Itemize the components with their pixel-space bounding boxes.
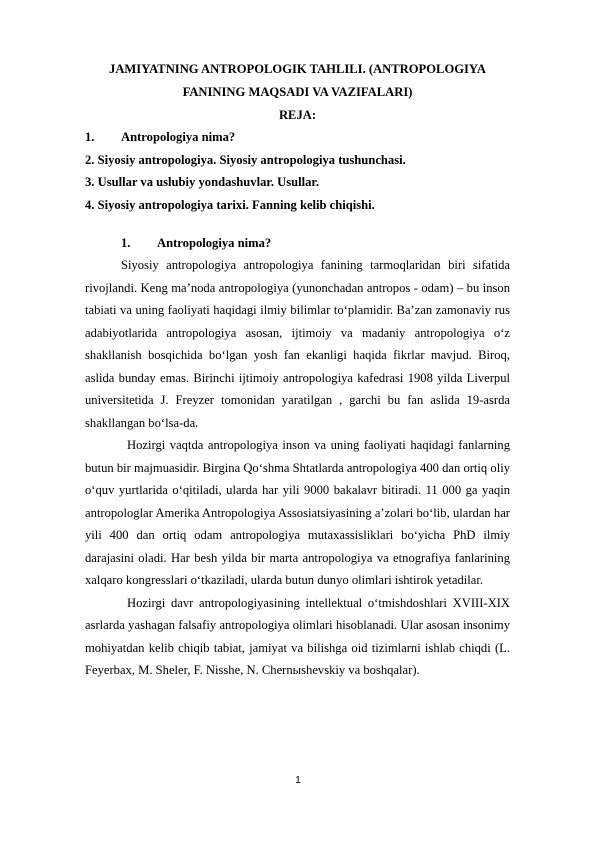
plan-item-3: 3. Usullar va uslubiy yondashuvlar. Usullar. [85,175,320,189]
section-number: 1. [121,236,131,250]
page-number: 1 [295,775,301,786]
section-heading [85,232,510,254]
plan-item-4: 4. Siyosiy antropologiya tarixi. Fanning kelib chiqishi. [85,197,375,212]
title-line-2: FANINING MAQSADI VA VAZIFALARI) [182,85,413,99]
plan-item-number: 1. [85,130,95,144]
paragraph-3: Hozirgi davr antropologiyasining intellektual o‘tmishdoshlari XVIII-XIX asrlarda yashagan falsafiy antropologiya olimlari hisoblanadi. Ular asosan insonimy mohiyatdan kelib chiqib tabiat, jamiyat va bilishga oid tizimlarni ishlab chiqdi (L. Feyerbax, M. Sheler, F. Nisshe, N. Chernыshevskiy va boshqalar). [85,595,510,677]
plan-item-2: 2. Siyosiy antropologiya. Siyosiy antropologiya tushunchasi. [85,152,406,167]
document-page [85,58,510,682]
plan-item-1 [85,126,510,149]
document-title [85,58,510,104]
plan-heading: REJA: [278,108,317,122]
plan-item-text: Antropologiya nima? [121,130,236,144]
title-line-1: JAMIYATNING ANTROPOLOGIK TAHLILI. (ANTROPOLOGIYA [109,62,486,76]
section-title: Antropologiya nima? [157,236,272,250]
paragraph-1: Siyosiy antropologiya antropologiya fanining tarmoqlaridan biri sifatida rivojlandi. Keng ma’noda antropologiya (yunonchadan antropos - odam) – bu inson tabiati va uning faoliyati haqidagi ilmiy bilimlar to‘plamidir. Ba’zan zamonaviy rus adabiyotlarida antropologiya asosan, ijtimoiy va madaniy antropologiya o‘z shakllanish bosqichida bo‘lgan yosh fan ekanligi haqida fikrlar mavjud. Biroq, aslida bunday emas. Birinchi ijtimoiy antropologiya kafedrasi 1908 yilda Liverpul universitetida J. Freyzer tomonidan yaratilgan , garchi bu fan aslida 19-asrda shakllangan bo‘lsa-da. [85,258,510,430]
paragraph-2: Hozirgi vaqtda antropologiya inson va uning faoliyati haqidagi fanlarning butun bir majmuasidir. Birgina Qo‘shma Shtatlarda antropologiya 400 dan ortiq oliy o‘quv yurtlarida o‘qitiladi, ularda har yili 9000 bakalavr bitiradi. 11 000 ga yaqin antropologlar Amerika Antropologiya Assosiatsiyasining a’zolari bo‘lib, ulardan har yili 400 dan ortiq odam antropologiya mutaxassisliklari bo‘yicha PhD ilmiy darajasini oladi. Har besh yilda bir marta antropologiya va etnografiya fanlarining xalqaro kongresslari o‘tkaziladi, ularda butun dunyo olimlari ishtirok yetadilar. [85,438,510,587]
